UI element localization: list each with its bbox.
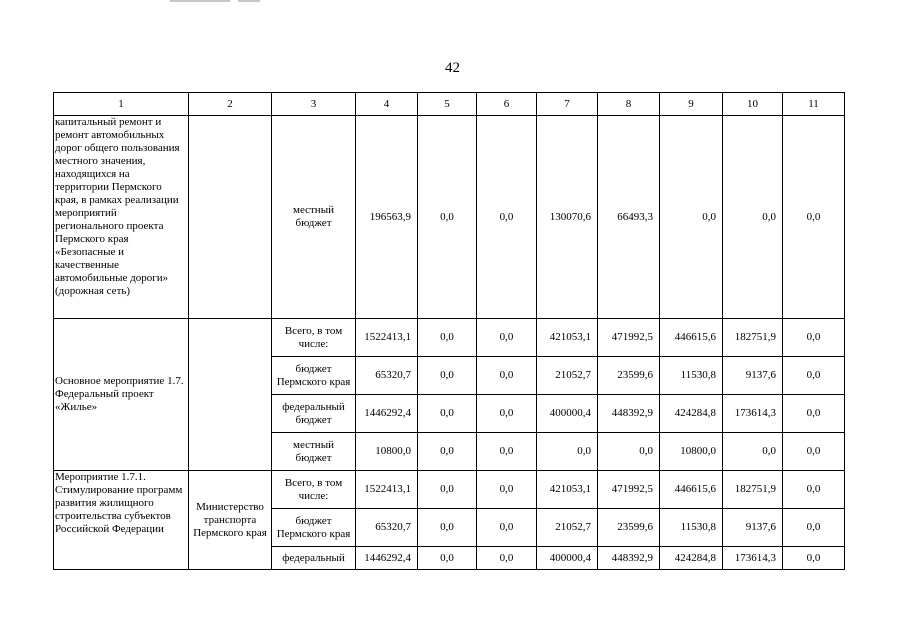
column-header: 10: [723, 93, 783, 116]
value-cell: 0,0: [477, 471, 537, 509]
value-cell: 0,0: [783, 395, 845, 433]
value-cell: 471992,5: [598, 319, 660, 357]
column-header: 2: [189, 93, 272, 116]
executor-cell: [189, 319, 272, 471]
value-cell: 1446292,4: [356, 395, 418, 433]
column-header: 4: [356, 93, 418, 116]
funding-source-cell: федеральный: [272, 547, 356, 570]
table-row: [54, 319, 845, 357]
funding-source-cell: Всего, в том числе:: [272, 471, 356, 509]
value-cell: 173614,3: [723, 547, 783, 570]
value-cell: 421053,1: [537, 319, 598, 357]
value-cell: 0,0: [418, 509, 477, 547]
column-header: 7: [537, 93, 598, 116]
funding-source-cell: федеральный бюджет: [272, 395, 356, 433]
funding-source-cell: местный бюджет: [272, 116, 356, 319]
value-cell: 0,0: [723, 433, 783, 471]
value-cell: 66493,3: [598, 116, 660, 319]
value-cell: 0,0: [783, 547, 845, 570]
value-cell: 448392,9: [598, 547, 660, 570]
value-cell: 1522413,1: [356, 471, 418, 509]
value-cell: 1522413,1: [356, 319, 418, 357]
value-cell: 0,0: [783, 433, 845, 471]
value-cell: 0,0: [783, 116, 845, 319]
value-cell: 0,0: [477, 319, 537, 357]
budget-table: [53, 92, 845, 570]
value-cell: 0,0: [418, 547, 477, 570]
value-cell: 400000,4: [537, 395, 598, 433]
column-header: 11: [783, 93, 845, 116]
table-row: [54, 471, 845, 509]
value-cell: 448392,9: [598, 395, 660, 433]
column-header: 9: [660, 93, 723, 116]
measure-name-cell: Основное мероприятие 1.7. Федеральный проект «Жилье»: [54, 319, 189, 471]
value-cell: 0,0: [418, 471, 477, 509]
value-cell: 0,0: [418, 395, 477, 433]
value-cell: 424284,8: [660, 547, 723, 570]
value-cell: 0,0: [783, 509, 845, 547]
value-cell: 446615,6: [660, 471, 723, 509]
value-cell: 23599,6: [598, 509, 660, 547]
measure-name-cell: Мероприятие 1.7.1. Стимулирование программ развития жилищного строительства субъектов Российской Федерации: [54, 471, 189, 570]
funding-source-cell: бюджет Пермского края: [272, 357, 356, 395]
funding-source-cell: местный бюджет: [272, 433, 356, 471]
executor-cell: Министерство транспорта Пермского края: [189, 471, 272, 570]
value-cell: 11530,8: [660, 509, 723, 547]
value-cell: 0,0: [418, 357, 477, 395]
table-row: [54, 116, 845, 319]
value-cell: 0,0: [477, 116, 537, 319]
column-header: 6: [477, 93, 537, 116]
value-cell: 0,0: [477, 509, 537, 547]
value-cell: 424284,8: [660, 395, 723, 433]
value-cell: 65320,7: [356, 509, 418, 547]
column-header: 5: [418, 93, 477, 116]
value-cell: 0,0: [477, 357, 537, 395]
funding-source-cell: бюджет Пермского края: [272, 509, 356, 547]
value-cell: 471992,5: [598, 471, 660, 509]
value-cell: 9137,6: [723, 509, 783, 547]
value-cell: 0,0: [418, 116, 477, 319]
value-cell: 0,0: [660, 116, 723, 319]
value-cell: 182751,9: [723, 471, 783, 509]
funding-source-cell: Всего, в том числе:: [272, 319, 356, 357]
column-header: 3: [272, 93, 356, 116]
value-cell: 173614,3: [723, 395, 783, 433]
value-cell: 0,0: [537, 433, 598, 471]
value-cell: 0,0: [477, 433, 537, 471]
value-cell: 446615,6: [660, 319, 723, 357]
value-cell: 23599,6: [598, 357, 660, 395]
value-cell: 0,0: [418, 319, 477, 357]
value-cell: 400000,4: [537, 547, 598, 570]
value-cell: 182751,9: [723, 319, 783, 357]
value-cell: 0,0: [598, 433, 660, 471]
value-cell: 21052,7: [537, 357, 598, 395]
scan-artifact: [170, 0, 230, 2]
value-cell: 0,0: [783, 471, 845, 509]
value-cell: 9137,6: [723, 357, 783, 395]
value-cell: 196563,9: [356, 116, 418, 319]
column-header: 1: [54, 93, 189, 116]
value-cell: 1446292,4: [356, 547, 418, 570]
measure-name-cell: капитальный ремонт и ремонт автомобильных дорог общего пользования местного значения, находящихся на территории Пермского края, в рамках реализации мероприятий регионального проекта Пермского края «Безопасные и качественные автомобильные дороги» (дорожная сеть): [54, 116, 189, 319]
executor-cell: [189, 116, 272, 319]
value-cell: 0,0: [477, 395, 537, 433]
header-row: [54, 93, 845, 116]
value-cell: 0,0: [418, 433, 477, 471]
scan-artifact: [238, 0, 260, 2]
value-cell: 0,0: [783, 357, 845, 395]
value-cell: 421053,1: [537, 471, 598, 509]
value-cell: 65320,7: [356, 357, 418, 395]
value-cell: 10800,0: [660, 433, 723, 471]
value-cell: 0,0: [477, 547, 537, 570]
column-header: 8: [598, 93, 660, 116]
value-cell: 0,0: [723, 116, 783, 319]
value-cell: 21052,7: [537, 509, 598, 547]
value-cell: 10800,0: [356, 433, 418, 471]
value-cell: 130070,6: [537, 116, 598, 319]
value-cell: 11530,8: [660, 357, 723, 395]
value-cell: 0,0: [783, 319, 845, 357]
page-number: 42: [445, 60, 460, 76]
